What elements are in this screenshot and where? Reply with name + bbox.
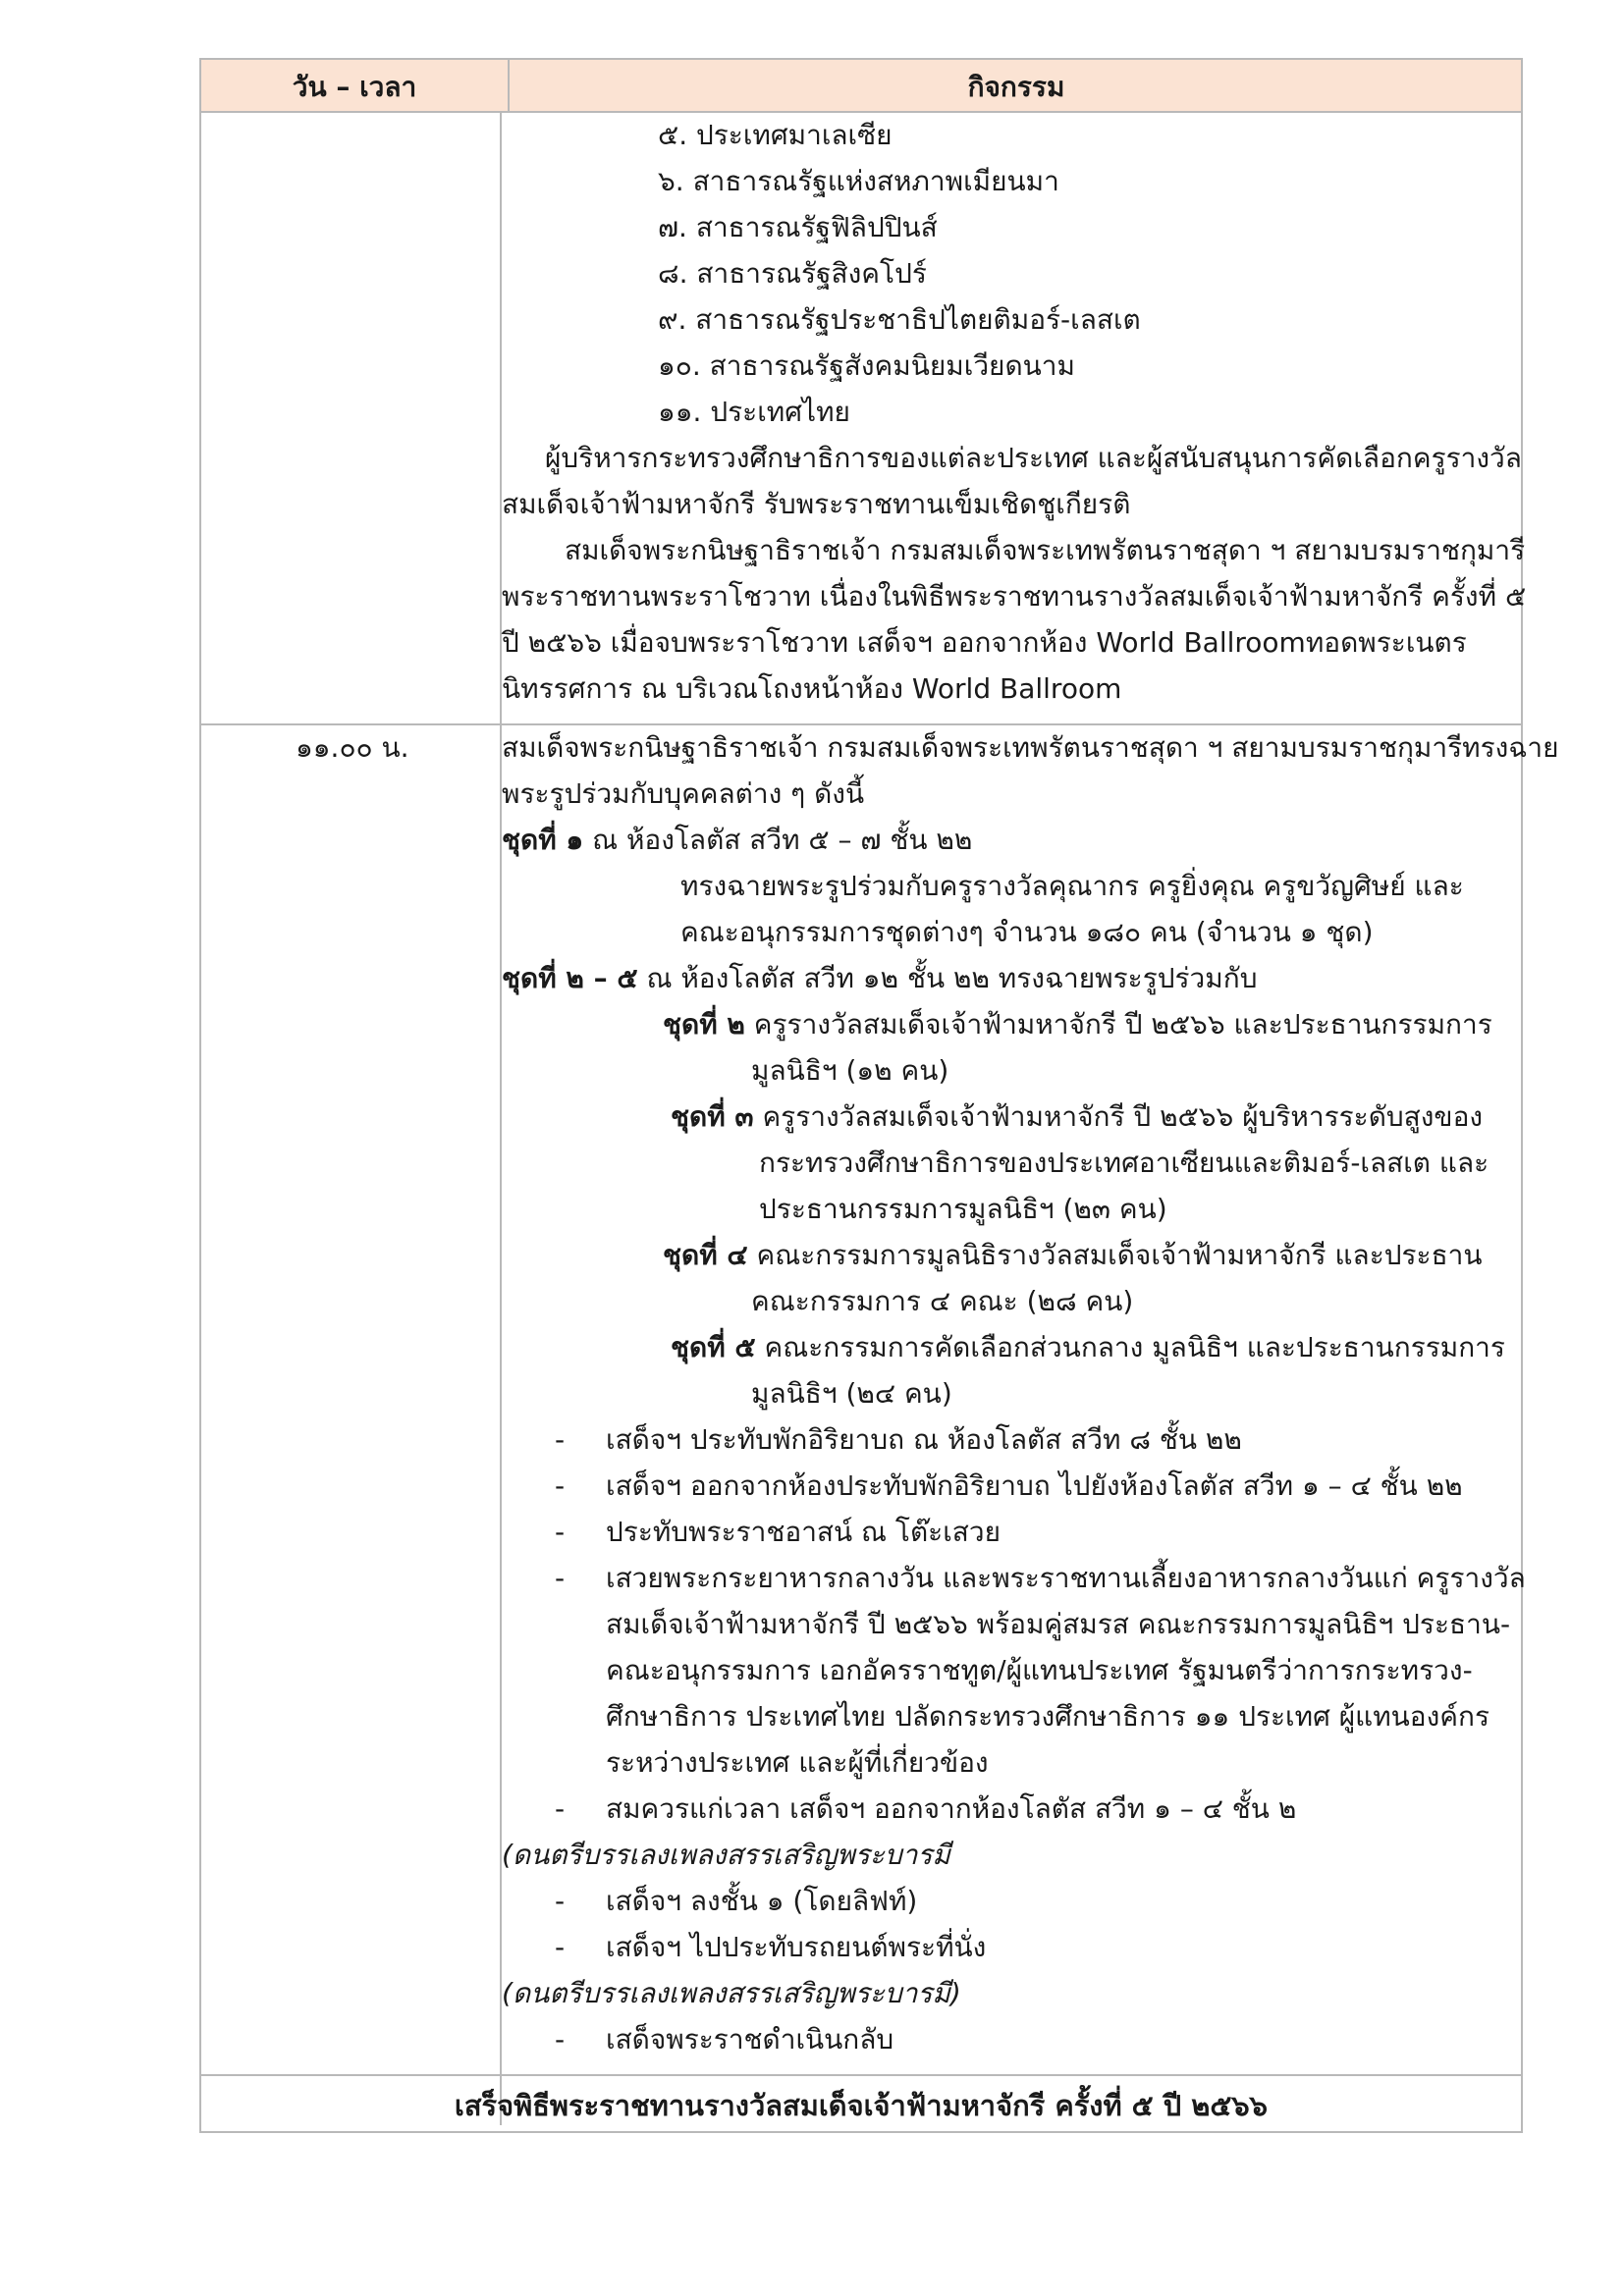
dash-bullet: - <box>555 1885 566 1917</box>
list-item: ๘. สาธารณรัฐสิงคโปร์ <box>658 257 927 290</box>
set-place: ณ ห้องโลตัส สวีท ๑๒ ชั้น ๒๒ ทรงฉายพระรูปร่วมกับ <box>637 962 1258 994</box>
bullet-text: ประทับพระราชอาสน์ ณ โต๊ะเสวย <box>606 1516 1001 1548</box>
sub-set-label: ชุดที่ ๒ <box>663 1008 745 1041</box>
dash-bullet: - <box>555 1792 566 1825</box>
list-item: ๖. สาธารณรัฐแห่งสหภาพเมียนมา <box>658 165 1059 197</box>
table-header-row <box>201 60 1521 111</box>
schedule-table <box>199 58 1559 2133</box>
bullet-text: เสวยพระกระยาหารกลางวัน และพระราชทานเลี้ยงอาหารกลางวันแก่ ครูรางวัล <box>606 1562 1526 1594</box>
header-activity: กิจกรรม <box>967 71 1065 103</box>
sub-set-text: ประธานกรรมการมูลนิธิฯ (๒๓ คน) <box>759 1193 1167 1225</box>
set-label: ชุดที่ ๑ <box>502 824 584 856</box>
sub-set <box>671 1330 1505 1365</box>
set-label: ชุดที่ ๒ – ๕ <box>502 962 638 994</box>
header-time: วัน – เวลา <box>292 71 417 103</box>
sub-set-label: ชุดที่ ๔ <box>663 1239 748 1271</box>
set-detail: คณะอนุกรรมการชุดต่างๆ จำนวน ๑๘๐ คน (จำนวน ๑ ชุด) <box>680 916 1374 948</box>
bullet-text: ระหว่างประเทศ และผู้ที่เกี่ยวข้อง <box>606 1746 989 1779</box>
sub-set-text: ครูรางวัลสมเด็จเจ้าฟ้ามหาจักรี ปี ๒๕๖๖ และประธานกรรมการ <box>753 1008 1492 1041</box>
sub-set-text: คณะกรรมการคัดเลือกส่วนกลาง มูลนิธิฯ และประธานกรรมการ <box>764 1331 1505 1363</box>
sub-set-text: มูลนิธิฯ (๒๔ คน) <box>751 1377 952 1410</box>
sub-set-text: คณะกรรมการ ๔ คณะ (๒๘ คน) <box>751 1285 1134 1317</box>
row-divider <box>201 111 1521 113</box>
music-note: (ดนตรีบรรเลงเพลงสรรเสริญพระบารมี <box>502 1839 950 1871</box>
dash-bullet: - <box>555 1423 566 1456</box>
bullet-text: สมควรแก่เวลา เสด็จฯ ออกจากห้องโลตัส สวีท ๑ – ๔ ชั้น ๒ <box>606 1792 1297 1825</box>
paragraph-line: สมเด็จเจ้าฟ้ามหาจักรี รับพระราชทานเข็มเชิดชูเกียรติ <box>502 488 1131 520</box>
bullet-text: เสด็จพระราชดำเนินกลับ <box>606 2023 894 2056</box>
bullet-text: เสด็จฯ ลงชั้น ๑ (โดยลิฟท์) <box>606 1885 918 1917</box>
bullet-text: คณะอนุกรรมการ เอกอัครราชทูต/ผู้แทนประเทศ รัฐมนตรีว่าการกระทรวง- <box>606 1654 1473 1686</box>
paragraph-line: ผู้บริหารกระทรวงศึกษาธิการของแต่ละประเทศ และผู้สนับสนุนการคัดเลือกครูรางวัล <box>545 442 1522 474</box>
bullet-text: เสด็จฯ ไปประทับรถยนต์พระที่นั่ง <box>606 1931 987 1963</box>
sub-set <box>663 1238 1483 1273</box>
paragraph-line: นิทรรศการ ณ บริเวณโถงหน้าห้อง World Ballroom <box>502 672 1122 705</box>
bullet-text: สมเด็จเจ้าฟ้ามหาจักรี ปี ๒๕๖๖ พร้อมคู่สมรส คณะกรรมการมูลนิธิฯ ประธาน- <box>606 1608 1511 1640</box>
set-2-5-heading <box>502 961 1257 996</box>
set-detail: ทรงฉายพระรูปร่วมกับครูรางวัลคุณากร ครูยิ่งคุณ ครูขวัญศิษย์ และ <box>680 870 1464 902</box>
bullet-text: ศึกษาธิการ ประเทศไทย ปลัดกระทรวงศึกษาธิการ ๑๑ ประเทศ ผู้แทนองค์กร <box>606 1700 1490 1733</box>
closing-title: เสร็จพิธีพระราชทานรางวัลสมเด็จเจ้าฟ้ามหาจักรี ครั้งที่ ๕ ปี ๒๕๖๖ <box>454 2089 1269 2122</box>
sub-set-text: คณะกรรมการมูลนิธิรางวัลสมเด็จเจ้าฟ้ามหาจักรี และประธาน <box>756 1239 1483 1271</box>
header-divider <box>508 60 510 111</box>
set-place: ณ ห้องโลตัส สวีท ๕ – ๗ ชั้น ๒๒ <box>583 824 973 856</box>
list-item: ๑๐. สาธารณรัฐสังคมนิยมเวียดนาม <box>658 349 1075 382</box>
dash-bullet: - <box>555 1931 566 1963</box>
sub-set-text: ครูรางวัลสมเด็จเจ้าฟ้ามหาจักรี ปี ๒๕๖๖ ผู้บริหารระดับสูงของ <box>762 1100 1484 1133</box>
sub-set-text: มูลนิธิฯ (๑๒ คน) <box>751 1054 949 1087</box>
dash-bullet: - <box>555 1469 566 1502</box>
dash-bullet: - <box>555 1516 566 1548</box>
sub-set-label: ชุดที่ ๕ <box>671 1331 756 1363</box>
music-note: (ดนตรีบรรเลงเพลงสรรเสริญพระบารมี) <box>502 1977 961 2009</box>
bullet-text: เสด็จฯ ประทับพักอิริยาบถ ณ ห้องโลตัส สวีท ๘ ชั้น ๒๒ <box>606 1423 1242 1456</box>
list-item: ๑๑. ประเทศไทย <box>658 396 850 428</box>
sub-set <box>663 1007 1492 1042</box>
set-1-heading <box>502 823 972 858</box>
paragraph-line: สมเด็จพระกนิษฐาธิราชเจ้า กรมสมเด็จพระเทพรัตนราชสุดา ฯ สยามบรมราชกุมารีทรงฉาย <box>502 731 1559 764</box>
paragraph-line: พระราชทานพระราโชวาท เนื่องในพิธีพระราชทานรางวัลสมเด็จเจ้าฟ้ามหาจักรี ครั้งที่ ๕ <box>502 580 1527 613</box>
paragraph-line: ปี ๒๕๖๖ เมื่อจบพระราโชวาท เสด็จฯ ออกจากห้อง World Ballroomทอดพระเนตร <box>502 626 1467 659</box>
list-item: ๕. ประเทศมาเลเซีย <box>658 119 893 151</box>
sub-set-text: กระทรวงศึกษาธิการของประเทศอาเซียนและติมอร์-เลสเต และ <box>759 1147 1489 1179</box>
dash-bullet: - <box>555 2023 566 2056</box>
bullet-text: เสด็จฯ ออกจากห้องประทับพักอิริยาบถ ไปยังห้องโลตัส สวีท ๑ – ๔ ชั้น ๒๒ <box>606 1469 1463 1502</box>
sub-set <box>671 1099 1483 1135</box>
row-divider <box>201 723 1521 725</box>
row-divider <box>201 2074 1521 2076</box>
list-item: ๗. สาธารณรัฐฟิลิปปินส์ <box>658 211 938 243</box>
column-divider <box>500 111 502 2125</box>
paragraph-line: สมเด็จพระกนิษฐาธิราชเจ้า กรมสมเด็จพระเทพรัตนราชสุดา ฯ สยามบรมราชกุมารี <box>565 534 1526 566</box>
list-item: ๙. สาธารณรัฐประชาธิปไตยติมอร์-เลสเต <box>658 303 1141 336</box>
dash-bullet: - <box>555 1562 566 1594</box>
sub-set-label: ชุดที่ ๓ <box>671 1100 754 1133</box>
paragraph-line: พระรูปร่วมกับบุคคลต่าง ๆ ดังนี้ <box>502 777 865 810</box>
row-time: ๑๑.๐๐ น. <box>296 731 409 764</box>
